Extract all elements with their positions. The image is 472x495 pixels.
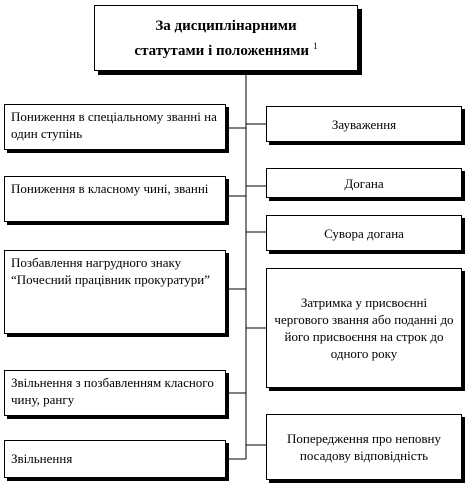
left-box-class-rank-demotion-text: Пониження в класному чині, званні [11, 181, 209, 196]
title-line-2 [95, 36, 357, 61]
right-box-remark [266, 106, 462, 142]
right-box-reprimand [266, 168, 462, 198]
right-box-incompetence-warning-text: Попередження про неповну посадову відповідність [286, 431, 442, 463]
left-box-class-rank-demotion [4, 176, 226, 222]
right-box-severe-reprimand [266, 215, 462, 251]
left-box-badge-deprivation [4, 250, 226, 334]
right-box-severe-reprimand-text: Сувора догана [324, 225, 404, 241]
left-box-dismissal [4, 440, 226, 478]
title-line-1: За дисциплінарними [155, 18, 297, 34]
diagram-title-box [94, 5, 358, 71]
left-box-rank-demotion-text: Пониження в спеціальному званні на один ступінь [11, 109, 217, 141]
left-box-rank-demotion [4, 104, 226, 150]
right-box-reprimand-text: Догана [344, 175, 384, 191]
title-line-2-text: статутами і положеннями [134, 43, 310, 59]
left-box-dismissal-with-rank-loss-text: Звільнення з позбавленням класного чину, рангу [11, 375, 214, 407]
right-box-remark-text: Зауваження [331, 116, 397, 132]
right-box-promotion-delay [266, 268, 462, 388]
left-box-dismissal-with-rank-loss [4, 370, 226, 416]
right-box-incompetence-warning [266, 414, 462, 480]
title-footnote-marker: 1 [313, 41, 318, 51]
left-box-dismissal-text: Звільнення [11, 451, 73, 466]
left-box-badge-deprivation-text: Позбавлення нагрудного знаку “Почесний працівник прокуратури” [11, 255, 211, 287]
right-box-promotion-delay-text: Затримка у присвоєнні чергового звання або поданні до його присвоєння на строк до одного року [274, 295, 454, 361]
